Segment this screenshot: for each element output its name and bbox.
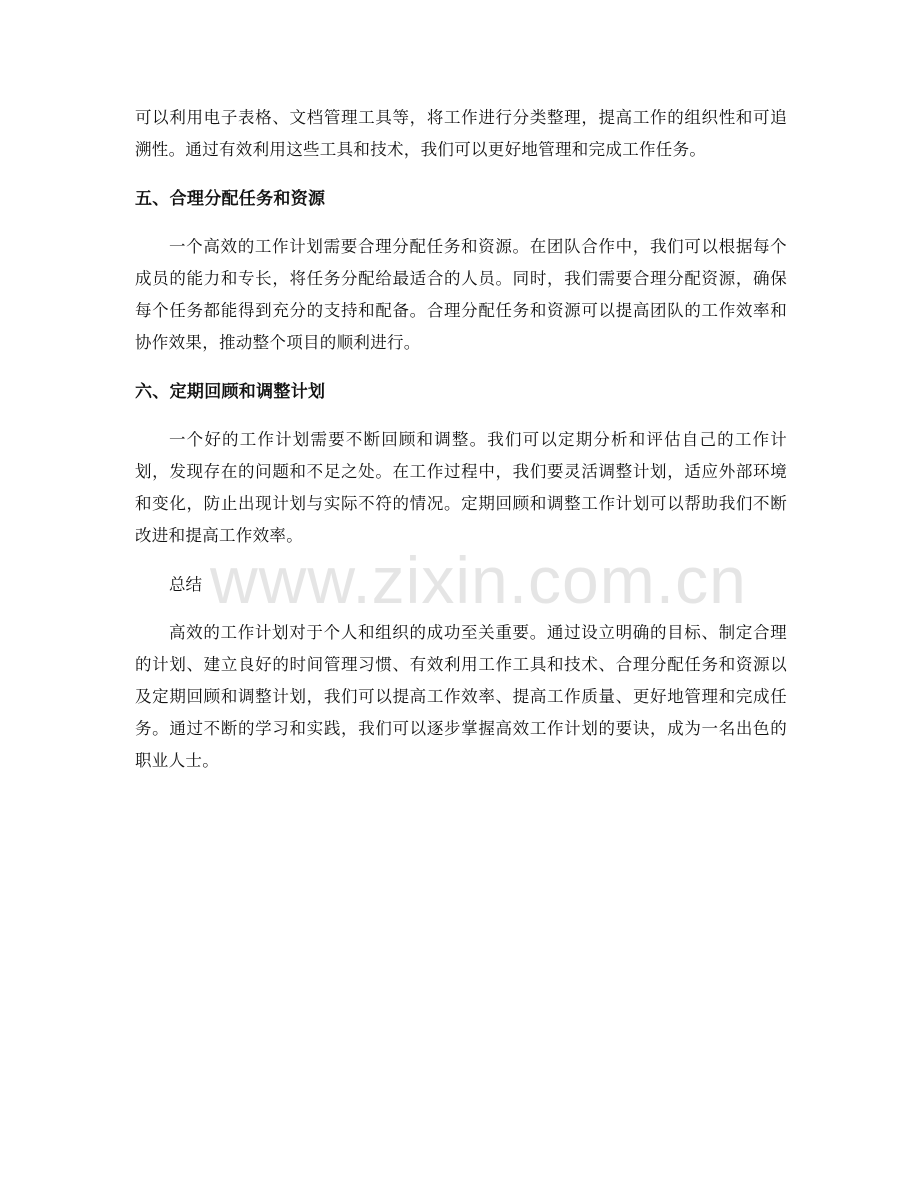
section-6-paragraph: 一个好的工作计划需要不断回顾和调整。我们可以定期分析和评估自己的工作计划，发现存在的问题和不足之处。在工作过程中，我们要灵活调整计划，适应外部环境和变化，防止出现计划与实际不符的情况。定期回顾和调整工作计划可以帮助我们不断改进和提高工作效率。 [135,430,787,545]
section-5-heading: 五、合理分配任务和资源 [135,189,326,209]
section-6-heading: 六、定期回顾和调整计划 [135,382,326,402]
watermark: www.zixin.com.cn [210,543,747,617]
document-body [135,102,787,777]
section-5-paragraph: 一个高效的工作计划需要合理分配任务和资源。在团队合作中，我们可以根据每个成员的能力和专长，将任务分配给最适合的人员。同时，我们需要合理分配资源，确保每个任务都能得到充分的支持和配备。合理分配任务和资源可以提高团队的工作效率和协作效果，推动整个项目的顺利进行。 [135,237,787,352]
intro-paragraph: 可以利用电子表格、文档管理工具等，将工作进行分类整理，提高工作的组织性和可追溯性。通过有效利用这些工具和技术，我们可以更好地管理和完成工作任务。 [135,108,787,159]
summary-paragraph: 高效的工作计划对于个人和组织的成功至关重要。通过设立明确的目标、制定合理的计划、建立良好的时间管理习惯、有效利用工作工具和技术、合理分配任务和资源以及定期回顾和调整计划，我们可以提高工作效率、提高工作质量、更好地管理和完成任务。通过不断的学习和实践，我们可以逐步掌握高效工作计划的要诀，成为一名出色的职业人士。 [135,623,787,770]
summary-label: 总结 [169,575,202,594]
